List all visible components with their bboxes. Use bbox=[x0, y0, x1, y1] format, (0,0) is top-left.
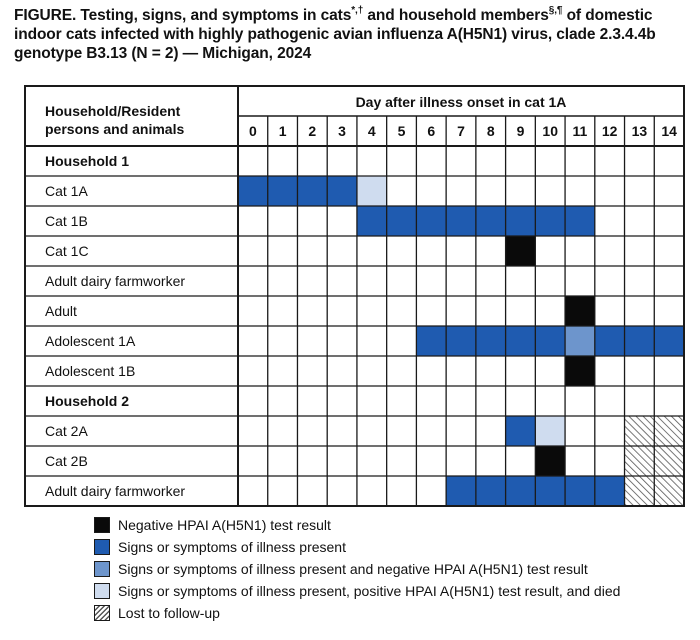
cell-S-row1-day2 bbox=[297, 176, 327, 206]
row-header-line1: Household/Resident bbox=[45, 103, 181, 119]
cell-D-row1-day4 bbox=[357, 176, 387, 206]
cell-S-row11-day7 bbox=[446, 476, 476, 506]
cell-S-row2-day7 bbox=[446, 206, 476, 236]
row-label-10: Cat 2B bbox=[45, 453, 88, 469]
cell-L-row11-day14 bbox=[654, 476, 684, 506]
day-tick-0: 0 bbox=[248, 123, 257, 139]
legend-swatch-D bbox=[94, 583, 110, 599]
cell-S-row2-day10 bbox=[535, 206, 565, 236]
cell-D-row9-day10 bbox=[535, 416, 565, 446]
cell-S-row2-day9 bbox=[506, 206, 536, 236]
cell-S-row6-day8 bbox=[476, 326, 506, 356]
cell-S-row11-day9 bbox=[506, 476, 536, 506]
title-text-1: FIGURE. Testing, signs, and symptoms in cats bbox=[14, 7, 352, 24]
legend-label-D: Signs or symptoms of illness present, positive HPAI A(H5N1) test result, and died bbox=[118, 583, 621, 599]
day-tick-8: 8 bbox=[486, 123, 495, 139]
row-label-5: Adult bbox=[45, 303, 77, 319]
cell-L-row11-day13 bbox=[625, 476, 655, 506]
day-tick-13: 13 bbox=[631, 123, 648, 139]
legend-swatch-SN bbox=[94, 561, 110, 577]
cell-S-row2-day8 bbox=[476, 206, 506, 236]
day-tick-12: 12 bbox=[601, 123, 618, 139]
day-tick-9: 9 bbox=[516, 123, 525, 139]
title-text-2: and household members bbox=[363, 7, 549, 24]
row-header-line2: persons and animals bbox=[45, 121, 185, 137]
cell-L-row10-day13 bbox=[625, 446, 655, 476]
legend-item-D bbox=[94, 580, 620, 602]
legend-swatch-L bbox=[94, 605, 110, 621]
day-tick-7: 7 bbox=[457, 123, 465, 139]
row-label-3: Cat 1C bbox=[45, 243, 89, 259]
legend-label-S: Signs or symptoms of illness present bbox=[118, 539, 346, 555]
cell-S-row6-day10 bbox=[535, 326, 565, 356]
cell-S-row11-day12 bbox=[595, 476, 625, 506]
day-tick-10: 10 bbox=[542, 123, 558, 139]
day-tick-5: 5 bbox=[397, 123, 406, 139]
row-label-9: Cat 2A bbox=[45, 423, 88, 439]
cell-S-row6-day13 bbox=[625, 326, 655, 356]
cell-S-row9-day9 bbox=[506, 416, 536, 446]
cell-S-row6-day12 bbox=[595, 326, 625, 356]
day-tick-6: 6 bbox=[427, 123, 436, 139]
cell-S-row2-day4 bbox=[357, 206, 387, 236]
row-label-4: Adult dairy farmworker bbox=[45, 273, 186, 289]
legend-label-L: Lost to follow-up bbox=[118, 605, 220, 621]
day-tick-14: 14 bbox=[661, 123, 677, 139]
row-label-6: Adolescent 1A bbox=[45, 333, 136, 349]
row-label-11: Adult dairy farmworker bbox=[45, 483, 186, 499]
legend-swatch-S bbox=[94, 539, 110, 555]
title-footnote-2: §,¶ bbox=[548, 4, 563, 16]
cell-L-row9-day13 bbox=[625, 416, 655, 446]
cell-S-row6-day9 bbox=[506, 326, 536, 356]
cell-S-row6-day14 bbox=[654, 326, 684, 356]
group-label-0: Household 1 bbox=[45, 153, 130, 169]
cell-S-row11-day8 bbox=[476, 476, 506, 506]
cell-S-row2-day5 bbox=[387, 206, 417, 236]
cell-N-row3-day9 bbox=[506, 236, 536, 266]
legend-swatch-N bbox=[94, 517, 110, 533]
cell-S-row1-day1 bbox=[268, 176, 298, 206]
legend-item-L bbox=[94, 602, 620, 624]
cell-S-row11-day10 bbox=[535, 476, 565, 506]
day-tick-2: 2 bbox=[308, 123, 317, 139]
title-text-3: of domestic indoor cats infected with highly pathogenic avian influenza A(H5N1) virus, clade 2.3.4.4b genotype B3.13 (N = 2) — Michigan, 2024 bbox=[14, 7, 656, 62]
cell-N-row5-day11 bbox=[565, 296, 595, 326]
cell-S-row2-day11 bbox=[565, 206, 595, 236]
cell-S-row6-day7 bbox=[446, 326, 476, 356]
legend-item-SN bbox=[94, 558, 620, 580]
cell-S-row6-day6 bbox=[416, 326, 446, 356]
cell-N-row7-day11 bbox=[565, 356, 595, 386]
cell-S-row11-day11 bbox=[565, 476, 595, 506]
cell-S-row1-day0 bbox=[238, 176, 268, 206]
cell-SN-row6-day11 bbox=[565, 326, 595, 356]
legend bbox=[94, 514, 620, 624]
legend-item-S bbox=[94, 536, 620, 558]
legend-item-N bbox=[94, 514, 620, 536]
cell-L-row10-day14 bbox=[654, 446, 684, 476]
column-group-label: Day after illness onset in cat 1A bbox=[355, 94, 567, 110]
row-label-1: Cat 1A bbox=[45, 183, 88, 199]
title-footnote-1: *,† bbox=[351, 4, 364, 16]
cell-L-row9-day14 bbox=[654, 416, 684, 446]
day-tick-11: 11 bbox=[572, 123, 588, 139]
day-tick-4: 4 bbox=[367, 123, 376, 139]
legend-label-SN: Signs or symptoms of illness present and negative HPAI A(H5N1) test result bbox=[118, 561, 588, 577]
group-label-8: Household 2 bbox=[45, 393, 130, 409]
row-label-2: Cat 1B bbox=[45, 213, 88, 229]
cell-S-row1-day3 bbox=[327, 176, 357, 206]
day-tick-3: 3 bbox=[338, 123, 346, 139]
cell-S-row2-day6 bbox=[416, 206, 446, 236]
legend-label-N: Negative HPAI A(H5N1) test result bbox=[118, 517, 331, 533]
day-tick-1: 1 bbox=[278, 123, 287, 139]
cell-N-row10-day10 bbox=[535, 446, 565, 476]
row-label-7: Adolescent 1B bbox=[45, 363, 136, 379]
